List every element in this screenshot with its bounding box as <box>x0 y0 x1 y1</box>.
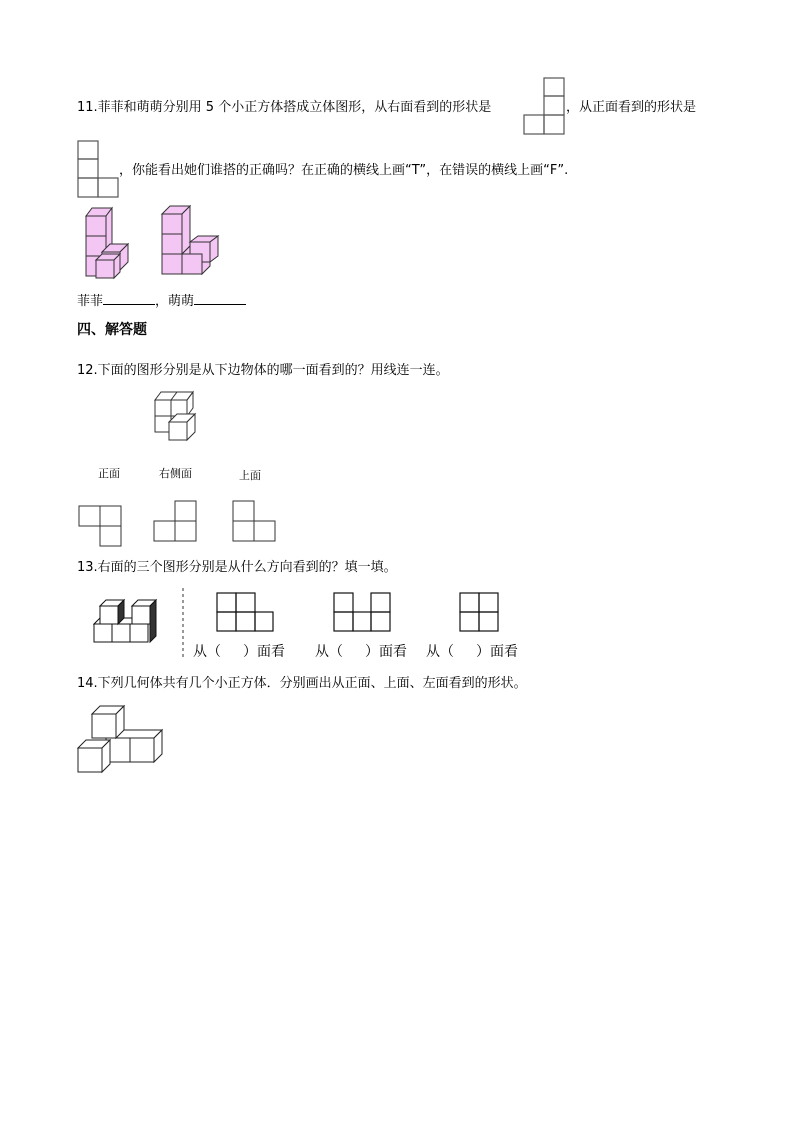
q11-line2-text: ，你能看出她们谁搭的正确吗？在正确的横线上画“T”，在错误的横线上画“F”. <box>119 163 569 178</box>
q13-fill-2-pre: 从（ <box>315 644 343 660</box>
q12-text: 12.下面的图形分别是从下边物体的哪一面看到的？用线连一连。 <box>77 363 449 378</box>
q13-text: 13.右面的三个图形分别是从什么方向看到的？填一填。 <box>77 560 397 575</box>
q13-solid <box>92 600 158 646</box>
q12-label-front: 正面 <box>98 467 120 480</box>
q13-fill-1-post: ）面看 <box>243 644 285 660</box>
q13-fill-3-pre: 从（ <box>426 644 454 660</box>
q12-view-shape-c <box>232 500 278 542</box>
q12-view-shape-a <box>78 505 122 547</box>
q13-view-shape-3 <box>459 592 499 632</box>
q11-feifei-answer-blank[interactable] <box>103 292 155 305</box>
q11-front-view-figure <box>77 140 119 198</box>
q11-feifei-solid <box>80 204 138 280</box>
q11-mengmeng-answer-blank[interactable] <box>194 292 246 305</box>
q13-fill-3 <box>426 644 518 660</box>
q13-fill-1 <box>193 644 285 660</box>
q13-fill-2-post: ）面看 <box>365 644 407 660</box>
q13-fill-1-pre: 从（ <box>193 644 221 660</box>
q11-line1-text: 11.菲菲和萌萌分别用 5 个小正方体搭成立体图形，从右面看到的形状是 <box>77 100 492 115</box>
q12-solid <box>153 390 205 444</box>
q11-mengmeng-label: ，萌萌 <box>155 294 195 309</box>
q13-divider <box>182 588 184 660</box>
q11-right-view-figure <box>523 77 565 135</box>
q12-view-shape-b <box>153 500 199 542</box>
q12-label-top: 上面 <box>239 469 261 482</box>
q13-fill-3-post: ）面看 <box>476 644 518 660</box>
q14-solid <box>76 704 164 776</box>
q11-answer-line <box>77 292 246 310</box>
q11-mengmeng-solid <box>160 204 222 276</box>
q11-feifei-label: 菲菲 <box>77 294 104 309</box>
q13-view-shape-1 <box>216 592 274 632</box>
q11-line1-tail: ，从正面看到的形状是 <box>566 100 697 115</box>
q12-label-right: 右侧面 <box>159 467 192 480</box>
section-heading: 四、解答题 <box>77 322 147 338</box>
q13-view-shape-2 <box>333 592 391 632</box>
q14-text: 14.下列几何体共有几个小正方体．分别画出从正面、上面、左面看到的形状。 <box>77 676 527 691</box>
q13-fill-2 <box>315 644 407 660</box>
